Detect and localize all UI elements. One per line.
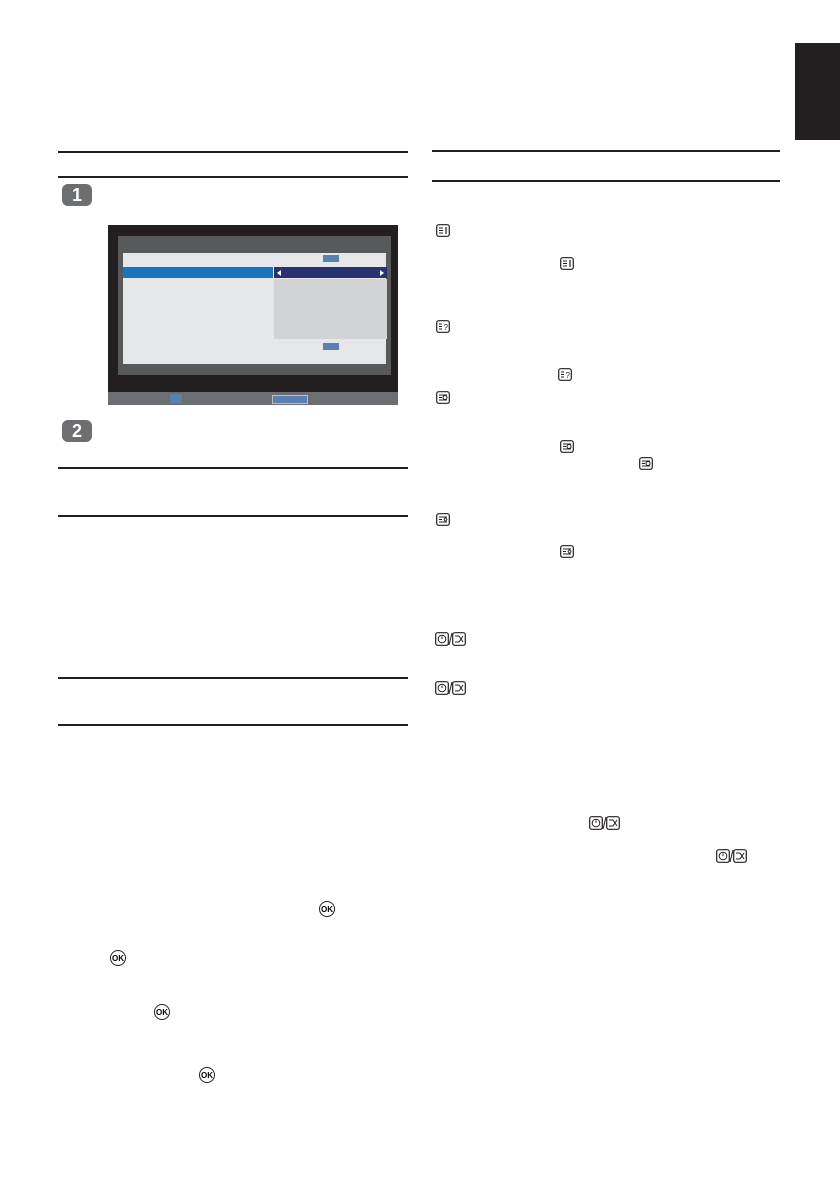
teletext-index-icon — [436, 224, 450, 237]
menu-option-list — [274, 279, 387, 339]
section-rule — [432, 180, 780, 182]
step-1-badge: 1 — [62, 184, 92, 206]
left-arrow-icon — [277, 270, 281, 276]
ok-button-icon: OK — [110, 950, 126, 966]
menu-selected-row[interactable] — [123, 267, 273, 278]
section-tab — [795, 43, 840, 140]
navigate-arrows-icon — [170, 394, 182, 403]
menu-option-selector[interactable] — [274, 267, 387, 278]
section-rule — [58, 176, 408, 178]
section-rule — [58, 151, 408, 153]
teletext-clock-exit-icon — [589, 816, 621, 830]
teletext-size-icon — [560, 545, 574, 558]
teletext-hold-icon — [436, 391, 450, 404]
section-rule — [58, 677, 408, 679]
section-rule — [58, 724, 408, 726]
ok-button-icon: OK — [199, 1067, 215, 1083]
menu-body — [123, 253, 386, 364]
scroll-up-indicator — [323, 255, 339, 262]
step-2-badge: 2 — [62, 420, 92, 442]
teletext-size-icon — [436, 513, 450, 526]
teletext-index-icon — [560, 257, 574, 270]
section-rule — [58, 467, 408, 469]
section-rule — [58, 515, 408, 517]
teletext-clock-exit-icon — [716, 849, 748, 863]
svg-text:?: ? — [443, 323, 448, 332]
teletext-hold-icon — [639, 457, 653, 470]
teletext-clock-exit-icon — [435, 632, 467, 646]
teletext-reveal-icon — [558, 368, 572, 381]
ok-button-icon: OK — [319, 901, 335, 917]
scroll-down-indicator — [323, 343, 339, 350]
exit-button-icon — [272, 395, 308, 404]
tv-menu-screenshot — [108, 225, 398, 405]
menu-footer — [108, 392, 398, 405]
teletext-hold-icon — [560, 440, 574, 453]
ok-button-icon: OK — [154, 1004, 170, 1020]
menu-panel — [118, 236, 391, 375]
teletext-reveal-icon — [436, 320, 450, 333]
section-rule — [432, 150, 780, 152]
teletext-clock-exit-icon — [435, 681, 467, 695]
right-arrow-icon — [380, 270, 384, 276]
svg-text:?: ? — [565, 371, 570, 380]
